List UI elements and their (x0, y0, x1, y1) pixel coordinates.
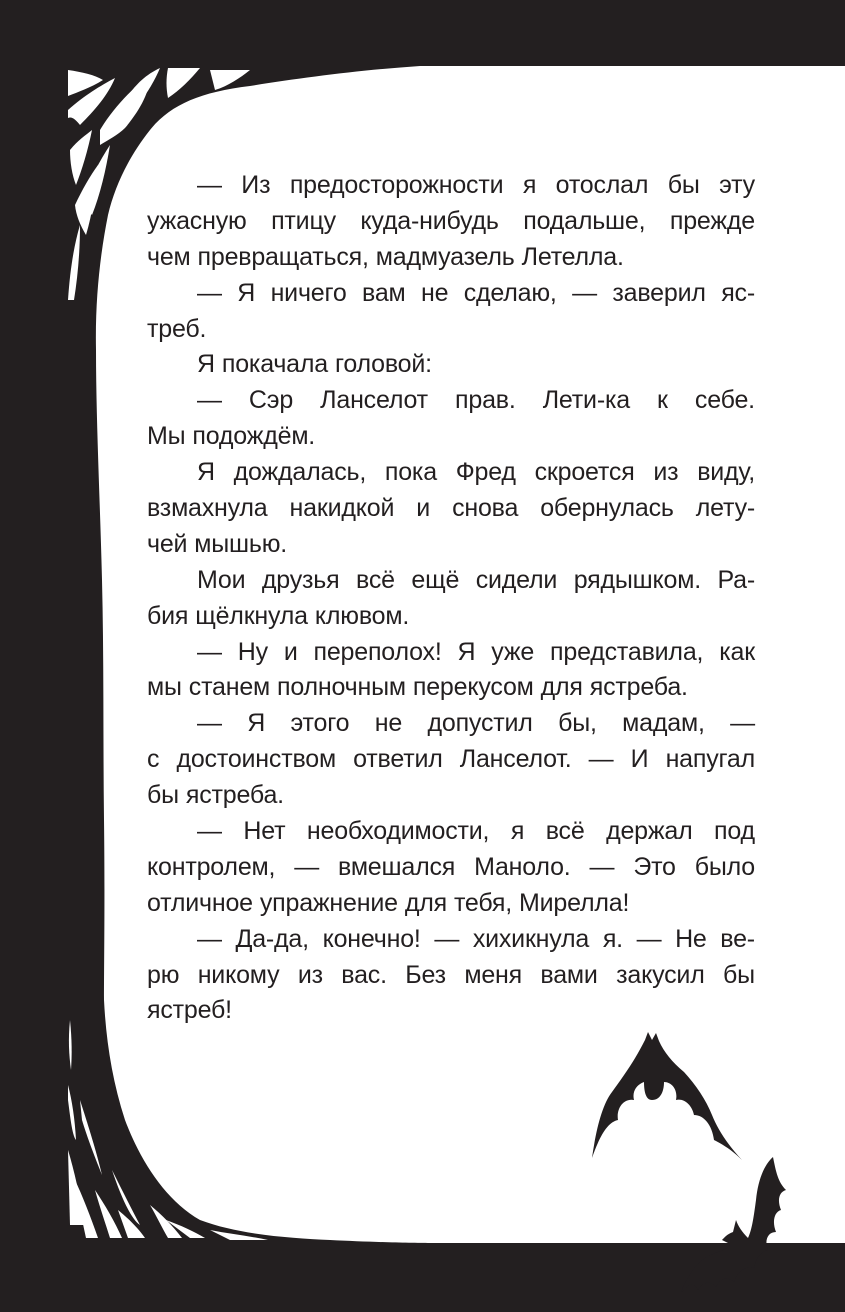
word: — (197, 386, 222, 415)
text-line (147, 742, 755, 778)
left-frame-band (0, 0, 66, 1312)
word: меня (464, 960, 522, 989)
word: контролем, (147, 852, 276, 881)
word: бы (667, 171, 700, 199)
word: мадам, (622, 709, 705, 738)
word: Ра- (717, 565, 755, 594)
word: — (197, 278, 222, 307)
word: полночным (277, 673, 406, 702)
word: Из (241, 171, 271, 199)
word: всё (545, 817, 585, 846)
word: обернулась (540, 494, 674, 523)
text-line (147, 814, 755, 850)
word: покачала (221, 350, 328, 379)
word: снова (452, 494, 519, 523)
word: Я (197, 458, 215, 487)
word: уже (491, 637, 535, 666)
word: для (540, 673, 583, 702)
word: куда-нибудь (360, 206, 499, 235)
word: чем (147, 242, 191, 271)
word: ястреб! (147, 996, 232, 1025)
word: прежде (669, 206, 755, 235)
word: напугал (665, 745, 755, 774)
word: — (434, 924, 460, 953)
word: подальше, (523, 206, 646, 235)
text-line (147, 922, 755, 958)
word: ястреба. (589, 673, 688, 702)
word: не (374, 709, 403, 738)
word: головой: (334, 350, 432, 379)
text-line (147, 635, 755, 671)
word: щёлкнула (195, 601, 308, 630)
text-line (147, 276, 755, 312)
word: я (522, 171, 537, 199)
word: мышью. (194, 529, 288, 558)
word: и (283, 637, 298, 666)
word: Фред (455, 458, 516, 487)
word: конечно! (322, 924, 421, 953)
word: для (404, 888, 447, 917)
word: Без (405, 960, 446, 989)
word: с (147, 745, 160, 774)
text-line (147, 563, 755, 599)
word: Нет (243, 817, 286, 846)
word: виду, (697, 458, 755, 487)
word: представила, (550, 637, 704, 666)
word: вас. (341, 960, 387, 989)
word: подождём. (192, 422, 316, 451)
word: — (589, 852, 615, 881)
word: взмахнула (147, 494, 268, 523)
word: Я (247, 709, 266, 738)
word: скроется (534, 458, 635, 487)
word: Маноло. (474, 852, 571, 881)
word: вмешался (338, 852, 456, 881)
word: мадмуазель (375, 242, 515, 271)
text-line (147, 240, 755, 276)
word: Летелла. (521, 242, 624, 271)
word: птицу (271, 206, 336, 235)
word: из (297, 960, 323, 989)
word: не (420, 278, 449, 307)
text-line (147, 383, 755, 419)
word: клювом. (314, 601, 410, 630)
word: отослал (555, 171, 649, 199)
word: и (416, 494, 431, 523)
word: — (197, 637, 222, 666)
word: рю (147, 960, 180, 989)
word: Не (675, 924, 707, 953)
word: всё (356, 565, 395, 594)
word: этого (290, 709, 350, 738)
word: себе. (694, 386, 755, 415)
word: тебя, (453, 888, 512, 917)
word: Мы (147, 422, 186, 451)
word: ответил (353, 745, 443, 774)
word: бы (723, 960, 755, 989)
text-line (147, 886, 755, 922)
top-frame-band (0, 0, 845, 66)
text-line (147, 850, 755, 886)
word: Мои (197, 565, 246, 594)
word: треб. (147, 314, 207, 343)
text-line (147, 599, 755, 635)
word: я (510, 817, 525, 846)
word: вам (362, 278, 406, 307)
word: — (197, 709, 222, 738)
text-line (147, 993, 755, 1029)
word: заверил (612, 278, 706, 307)
word: к (657, 386, 668, 415)
word: — (197, 817, 222, 846)
word: необходимости, (306, 817, 490, 846)
word: лету- (695, 494, 755, 523)
bat-hanging-icon (592, 1032, 742, 1160)
word: держал (606, 817, 693, 846)
word: эту (719, 171, 755, 199)
word: — (294, 852, 320, 881)
word: ужасную (147, 206, 247, 235)
text-line (147, 419, 755, 455)
word: хихикнула (472, 924, 590, 953)
word: допустил (427, 709, 533, 738)
word: Ну (237, 637, 268, 666)
word: я. (602, 924, 623, 953)
word: сидели (475, 565, 558, 594)
word: станем (188, 673, 271, 702)
word: Ланселот. (459, 745, 572, 774)
word: пока (384, 458, 437, 487)
word: яс- (721, 278, 755, 307)
text-line (147, 204, 755, 240)
word: — (636, 924, 662, 953)
word: никому (197, 960, 280, 989)
text-line (147, 168, 755, 204)
word: Это (633, 852, 676, 881)
word: отличное (147, 888, 253, 917)
word: — (572, 278, 597, 307)
word: Лети-ка (542, 386, 630, 415)
word: предосторожности (289, 171, 504, 199)
word: мы (147, 673, 182, 702)
word: прав. (455, 386, 516, 415)
word: Сэр (248, 386, 294, 415)
text-line (147, 778, 755, 814)
word: бы (147, 781, 179, 810)
text-line (147, 670, 755, 706)
word: ве- (720, 924, 755, 953)
word: рядышком. (573, 565, 701, 594)
word: переполох! (313, 637, 442, 666)
word: достоинством (176, 745, 336, 774)
word: — (197, 171, 222, 199)
word: бы, (558, 709, 597, 738)
word: из (653, 458, 679, 487)
word: дождалась, (233, 458, 367, 487)
word: накидкой (289, 494, 395, 523)
word: закусил (616, 960, 705, 989)
word: — (730, 709, 755, 738)
word: ястреба. (185, 781, 284, 810)
word: И (630, 745, 649, 774)
word: Мирелла! (519, 888, 630, 917)
word: бия (147, 601, 189, 630)
text-line (147, 455, 755, 491)
word: Я (197, 350, 215, 379)
word: Да-да, (235, 924, 309, 953)
text-line (147, 706, 755, 742)
word: сделаю, (463, 278, 557, 307)
word: ещё (411, 565, 460, 594)
text-line (147, 347, 755, 383)
word: превращаться, (197, 242, 369, 271)
word: Я (237, 278, 256, 307)
word: чей (147, 529, 188, 558)
word: вами (540, 960, 598, 989)
text-line (147, 958, 755, 994)
word: — (197, 924, 222, 953)
word: перекусом (412, 673, 534, 702)
word: под (714, 817, 755, 846)
text-line (147, 312, 755, 348)
text-line (147, 527, 755, 563)
word: Я (457, 637, 476, 666)
story-text (147, 168, 755, 1029)
text-line (147, 491, 755, 527)
word: друзья (261, 565, 340, 594)
word: было (694, 852, 755, 881)
word: как (719, 637, 755, 666)
word: Ланселот (320, 386, 428, 415)
word: упражнение (259, 888, 398, 917)
word: ничего (270, 278, 347, 307)
word: — (588, 745, 614, 774)
